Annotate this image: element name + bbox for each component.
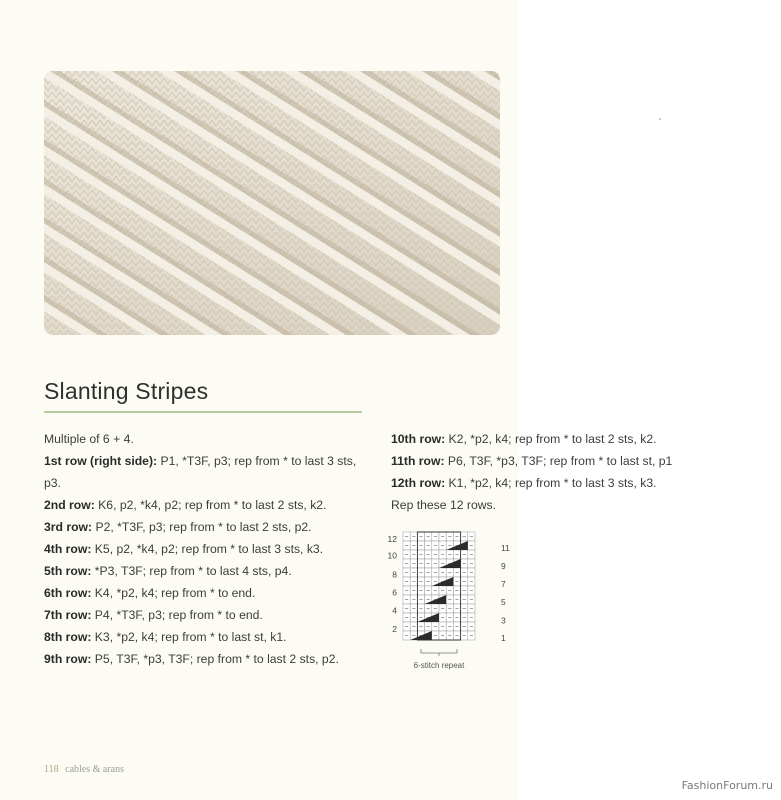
instruction-line: 6th row: K4, *p2, k4; rep from * to end. bbox=[44, 586, 256, 600]
instruction-line: 4th row: K5, p2, *k4, p2; rep from * to last 3 sts, k3. bbox=[44, 542, 324, 556]
chart-cells bbox=[403, 532, 475, 640]
row-label-12: 12 bbox=[387, 534, 397, 544]
row-label-7: 7 bbox=[501, 579, 506, 589]
page-speck bbox=[659, 118, 661, 120]
row-label-4: 4 bbox=[392, 605, 397, 616]
instruction-line: Rep these 12 rows. bbox=[391, 498, 497, 512]
row-label-10: 10 bbox=[387, 550, 397, 561]
instruction-line: 7th row: P4, *T3F, p3; rep from * to end. bbox=[44, 608, 263, 622]
instruction-line: p3. bbox=[44, 476, 61, 490]
row-label-9: 9 bbox=[501, 561, 506, 571]
row-label-5: 5 bbox=[501, 597, 506, 607]
stitch-chart bbox=[383, 528, 523, 673]
row-label-2: 2 bbox=[392, 624, 397, 634]
instruction-line: 11th row: P6, T3F, *p3, T3F; rep from * to last st, p1 bbox=[391, 454, 673, 468]
instruction-line: Multiple of 6 + 4. bbox=[44, 432, 134, 446]
right-page-background bbox=[519, 0, 781, 800]
section-name: cables & arans bbox=[65, 764, 125, 775]
instruction-line: 12th row: K1, *p2, k4; rep from * to last 3 sts, k3. bbox=[391, 476, 657, 490]
pattern-title: Slanting Stripes bbox=[44, 378, 209, 404]
row-label-6: 6 bbox=[392, 587, 397, 598]
instructions-left-column bbox=[44, 428, 374, 670]
instruction-line: 9th row: P5, T3F, *p3, T3F; rep from * to last 2 sts, p2. bbox=[44, 652, 339, 666]
page-footer bbox=[44, 764, 124, 775]
row-label-3: 3 bbox=[501, 615, 506, 626]
row-label-8: 8 bbox=[392, 569, 397, 580]
repeat-bracket bbox=[421, 649, 457, 656]
instruction-line: 5th row: *P3, T3F; rep from * to last 4 sts, p4. bbox=[44, 564, 292, 578]
instruction-line: 10th row: K2, *p2, k4; rep from * to last 2 sts, k2. bbox=[391, 432, 657, 446]
page-number: 118 bbox=[44, 764, 59, 775]
stitch-chart-grid bbox=[383, 528, 523, 673]
repeat-label: 6-stitch repeat bbox=[413, 661, 465, 670]
instruction-line: 1st row (right side): P1, *T3F, p3; rep from * to last 3 sts, bbox=[44, 454, 357, 468]
title-underline bbox=[44, 411, 362, 413]
instructions-right-column bbox=[391, 428, 771, 516]
site-watermark: FashionForum.ru bbox=[681, 779, 773, 792]
row-label-1: 1 bbox=[501, 633, 506, 643]
row-label-11: 11 bbox=[501, 543, 510, 553]
knitted-swatch-photo bbox=[44, 71, 500, 335]
swatch-illustration bbox=[44, 71, 500, 335]
instruction-line: 2nd row: K6, p2, *k4, p2; rep from * to last 2 sts, k2. bbox=[44, 498, 327, 512]
instruction-line: 3rd row: P2, *T3F, p3; rep from * to last 2 sts, p2. bbox=[44, 520, 312, 534]
instruction-line: 8th row: K3, *p2, k4; rep from * to last st, k1. bbox=[44, 630, 287, 644]
